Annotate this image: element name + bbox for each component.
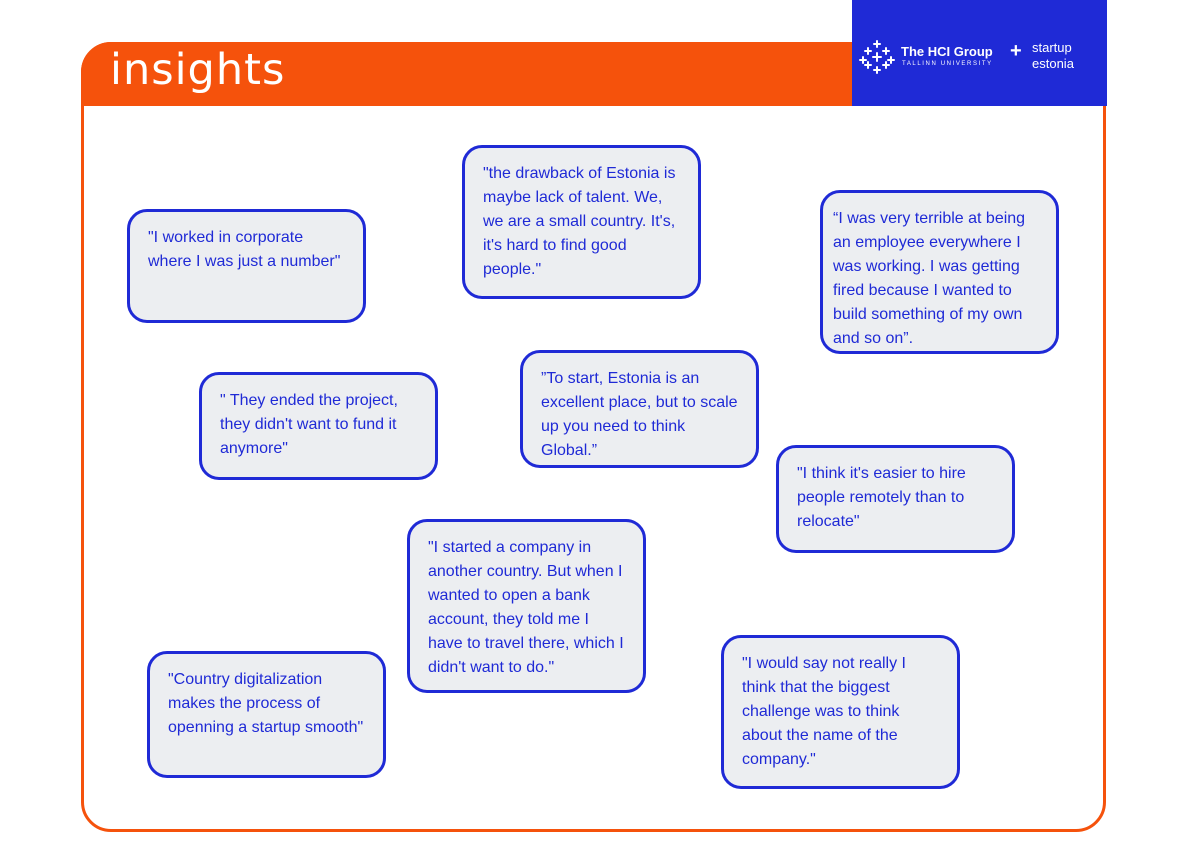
quote-card: “I was very terrible at being an employee everywhere I was working. I was getting fired because I wanted to build something of my own and so on”.	[820, 190, 1059, 354]
quote-card: "I worked in corporate where I was just a number"	[127, 209, 366, 323]
page-title: insights	[110, 45, 286, 95]
quote-card: "I would say not really I think that the biggest challenge was to think about the name of the company."	[721, 635, 960, 789]
quote-card: "I started a company in another country. But when I wanted to open a bank account, they told me I have to travel there, which I didn't want to do."	[407, 519, 646, 693]
partner-line-2: estonia	[1032, 56, 1074, 71]
quote-card: ”To start, Estonia is an excellent place, but to scale up you need to think Global.”	[520, 350, 759, 468]
quote-card: "the drawback of Estonia is maybe lack of talent. We, we are a small country. It's, it's hard to find good people."	[462, 145, 701, 299]
brand-name: The HCI Group	[901, 44, 993, 59]
quote-card: " They ended the project, they didn't want to fund it anymore"	[199, 372, 438, 480]
brand-plus: +	[1010, 40, 1022, 62]
partner-logo	[1032, 40, 1102, 72]
quote-card: "Country digitalization makes the process of openning a startup smooth"	[147, 651, 386, 778]
hci-group-logo-icon	[858, 38, 896, 76]
brand-subtitle: TALLINN UNIVERSITY	[902, 61, 993, 67]
partner-line-1: startup	[1032, 40, 1072, 55]
brand-block	[852, 0, 1107, 106]
quote-card: "I think it's easier to hire people remotely than to relocate"	[776, 445, 1015, 553]
